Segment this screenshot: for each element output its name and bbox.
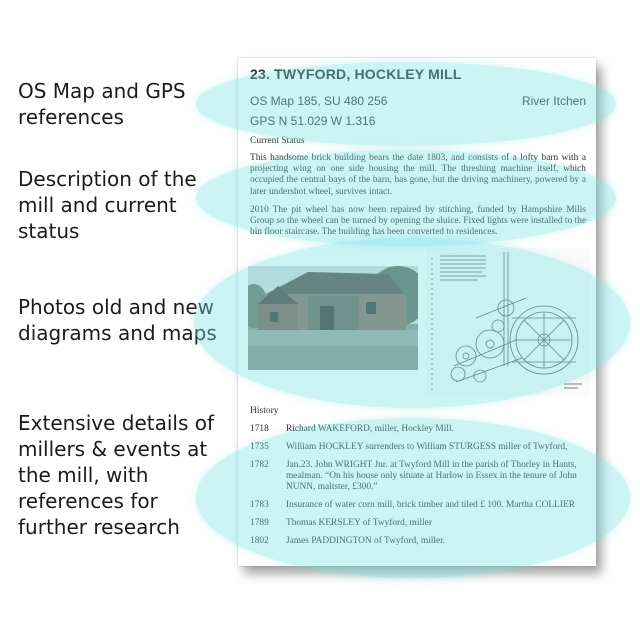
highlight-ellipse-description [196,150,616,246]
history-text: Jan.23. John WRIGHT Jnr. at Twyford Mill in the parish of Thorley in Hants, mealman. “On his house only situate at Harlow in Essex in the tenure of John NUNN, maltster, £300.” [286,460,577,492]
description-label: Description of the mill and current status [18,167,197,243]
history-heading: History [250,406,279,416]
highlight-ellipse-references [196,62,616,146]
highlight-ellipse-history [196,418,630,578]
history-text: Thomas KERSLEY of Twyford, miller [286,518,432,528]
history-year: 1782 [250,460,269,470]
mill-title: 23. TWYFORD, HOCKLEY MILL [250,66,462,82]
history-text: James PADDINGTON of Twyford, miller. [286,536,446,546]
description-paragraph: This handsome brick building bears the date 1803, and consists of a lofty barn with a projecting wing on one side housing the mill. The threshing machine itself, which occupied the central bays of the barn, has gone, but the driving machinery, powered by a later undershot wheel, survives intact. [250,153,586,197]
history-label: Extensive details of millers & events at the mill, with references for further research [18,411,215,539]
history-year: 1802 [250,536,269,546]
highlight-ellipse-photos [194,238,630,408]
history-text: William HOCKLEY surrenders to William STURGESS miller of Twyford, [286,442,568,452]
current-status-heading: Current Status [250,136,305,146]
history-text: Insurance of water corn mill, brick timber and tiled £ 100. Martha COLLIER [286,500,575,510]
history-year: 1718 [250,424,269,434]
history-year: 1735 [250,442,269,452]
photos-label: Photos old and new diagrams and maps [18,295,217,345]
history-year: 1789 [250,518,269,528]
status-paragraph: 2010 The pit wheel has now been repaired by stitching, funded by Hampshire Mills Group so the wheel can be turned by opening the sluice. Fixed lights were installed to the bin floor staircase. The building has been converted to residences. [250,205,586,238]
history-year: 1783 [250,500,269,510]
gps-reference: GPS N 51.029 W 1.316 [250,114,376,128]
os-map-text: OS Map 185, SU 480 256 [250,94,388,108]
history-text: Richard WAKEFORD, miller, Hockley Mill. [286,424,454,434]
os-gps-label: OS Map and GPS references [18,79,186,129]
river-name: River Itchen [521,94,586,108]
